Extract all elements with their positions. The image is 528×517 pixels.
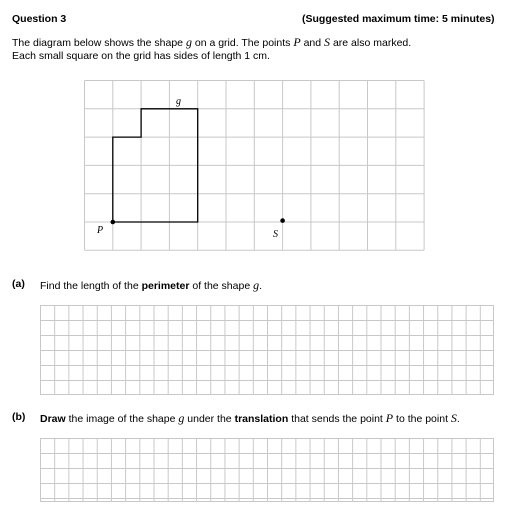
part-b-bold: translation (234, 413, 289, 425)
part-a-question (40, 278, 262, 293)
var-s: S (450, 411, 457, 425)
part-a-label: (a) (12, 278, 25, 290)
intro-text: on a grid. The points (194, 37, 291, 49)
intro-text: are also marked. (332, 37, 412, 49)
part-a-text: of the shape (192, 280, 251, 292)
part-b-label: (b) (12, 411, 26, 423)
var-g: g (185, 35, 192, 49)
point-p-label: P (97, 225, 104, 236)
point-s-label: S (273, 229, 278, 240)
diagram-grid (85, 81, 425, 251)
part-b-text: to the point (396, 413, 448, 425)
part-a-bold: perimeter (141, 280, 190, 292)
part-b-text: the image of the shape (68, 413, 176, 425)
intro-line-2: Each small square on the grid has sides of length 1 cm. (12, 50, 270, 62)
answer-grid-a[interactable] (40, 305, 494, 395)
intro-line-1 (12, 35, 411, 50)
part-b-text: that sends the point (291, 413, 383, 425)
shape-g-label: g (176, 96, 181, 107)
part-b-end: . (456, 413, 460, 425)
point-p-dot (111, 220, 116, 225)
part-b-question (40, 411, 460, 426)
question-title: Question 3 (12, 13, 67, 25)
part-a-end: . (259, 280, 262, 292)
suggested-time: (Suggested maximum time: 5 minutes) (302, 13, 495, 25)
var-p: P (385, 411, 394, 425)
var-p: P (293, 35, 301, 49)
point-s-dot (280, 218, 285, 223)
grid-diagram (84, 80, 426, 252)
part-b-bold: Draw (40, 413, 66, 425)
intro-text: and (303, 37, 322, 49)
answer-grid-b[interactable] (40, 438, 494, 502)
part-a-text: Find the length of the (40, 280, 139, 292)
var-g: g (253, 278, 260, 292)
var-s: S (324, 35, 331, 49)
var-g: g (178, 411, 185, 425)
intro-text: The diagram below shows the shape (12, 37, 184, 49)
part-b-text: under the (187, 413, 232, 425)
